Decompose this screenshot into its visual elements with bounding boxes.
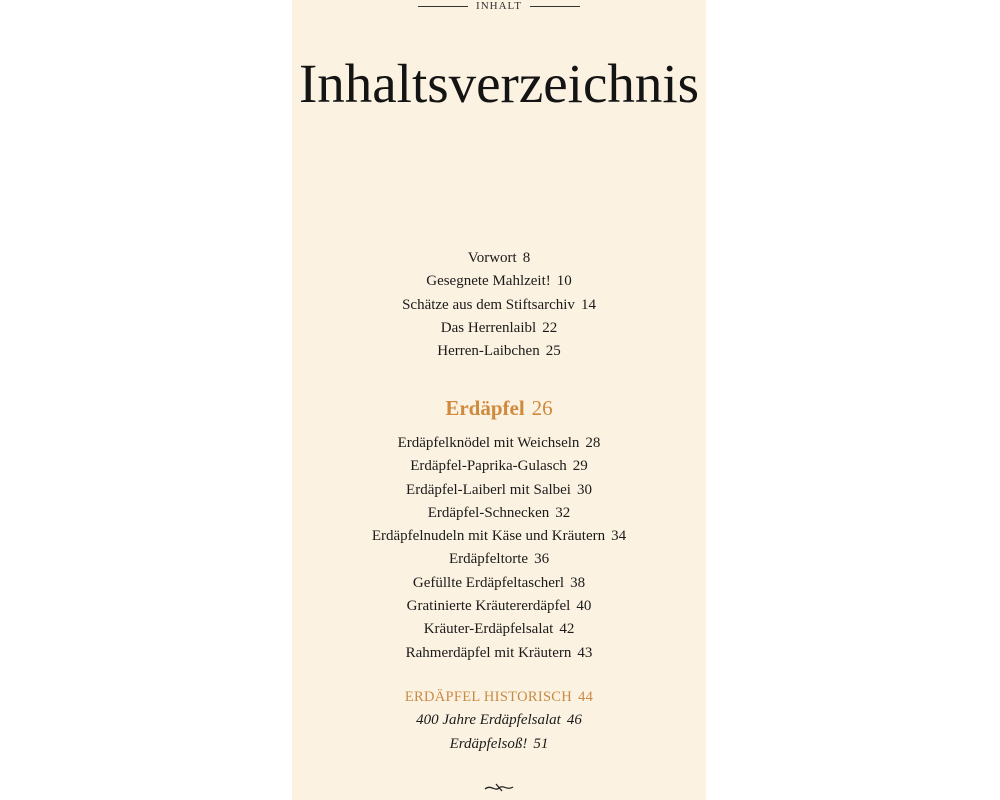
book-page [292,0,706,800]
toc-entry-page: 38 [570,574,586,591]
toc-entry-label: 400 Jahre Erdäpfelsalat [416,712,561,729]
toc-entry-page: 25 [545,343,561,360]
section-heading-page: 26 [531,396,553,420]
toc-intro-list [292,247,706,363]
historical-heading-page: 44 [578,689,594,705]
toc-entry[interactable] [292,247,706,270]
toc-entry-page: 28 [585,435,601,451]
toc-entry-label: Erdäpfeltorte [448,551,529,568]
running-head-rule-right [530,6,580,7]
toc-entry-label: Gratinierte Kräutererdäpfel [406,598,571,615]
toc-entry[interactable] [292,502,706,525]
toc-entry-page: 32 [555,504,571,521]
toc-entry-label: Erdäpfelnudeln mit Käse und Kräutern [371,528,606,545]
toc-historical-list [292,686,706,756]
toc-entry-page: 51 [533,735,549,752]
toc-entry-label: Erdäpfel-Laiberl mit Salbei [406,481,571,498]
page-title: Inhaltsverzeichnis [298,53,700,114]
toc-entry-label: Kräuter-Erdäpfelsalat [423,621,554,638]
toc-entry-page: 22 [542,319,558,336]
toc-entry[interactable] [292,595,706,618]
toc-entry-label: Gefüllte Erdäpfeltascherl [412,574,565,591]
toc-entry-page: 8 [522,250,531,266]
section-heading-erdaepfel[interactable] [292,394,706,422]
toc-entry[interactable] [292,432,706,455]
toc-entry-label: Erdäpfelknödel mit Weichseln [397,435,580,451]
toc-entry-label: Erdäpfel-Paprika-Gulasch [410,458,567,475]
toc-entry-page: 34 [611,528,627,545]
toc-entry-page: 40 [576,598,592,615]
toc-entry[interactable] [292,618,706,641]
toc-entry[interactable] [292,733,706,756]
toc-entry[interactable] [292,294,706,317]
toc-entry-page: 36 [534,551,550,568]
toc-entry-label: Erdäpfelsoß! [449,735,528,752]
toc-entry-page: 30 [576,481,592,498]
toc-entry-label: Gesegnete Mahlzeit! [426,273,551,290]
toc-entry-label: Erdäpfel-Schnecken [427,504,550,521]
toc-entry-page: 10 [556,273,572,290]
section-heading-label: Erdäpfel [445,396,525,420]
toc-entry-page: 46 [566,712,582,729]
running-head-rule-left [418,6,468,7]
toc-entry[interactable] [292,709,706,732]
toc-entry-label: Vorwort [467,250,517,266]
toc-entry-label: Das Herrenlaibl [440,319,537,336]
toc-entry[interactable] [292,572,706,595]
toc-entry[interactable] [292,317,706,340]
historical-heading[interactable] [292,686,706,709]
historical-heading-label: ERDÄPFEL HISTORISCH [404,689,573,705]
toc-entry-page: 42 [559,621,575,638]
toc-entry-page: 43 [577,644,593,661]
toc-entry[interactable] [292,525,706,548]
toc-entry-label: Herren-Laibchen [437,343,540,360]
toc-entry[interactable] [292,548,706,571]
toc-section-list [292,432,706,665]
toc-entry[interactable] [292,455,706,478]
toc-entry-page: 14 [580,296,596,313]
running-head-text: INHALT [476,0,522,12]
flourish-ornament-icon [483,780,515,794]
toc-entry[interactable] [292,340,706,363]
toc-entry-label: Schätze aus dem Stiftsarchiv [402,296,575,313]
toc-entry-page: 29 [572,458,588,475]
running-head [292,0,706,12]
toc-entry[interactable] [292,270,706,293]
toc-entry-label: Rahmerdäpfel mit Kräutern [405,644,572,661]
toc-entry[interactable] [292,479,706,502]
toc-entry[interactable] [292,642,706,665]
